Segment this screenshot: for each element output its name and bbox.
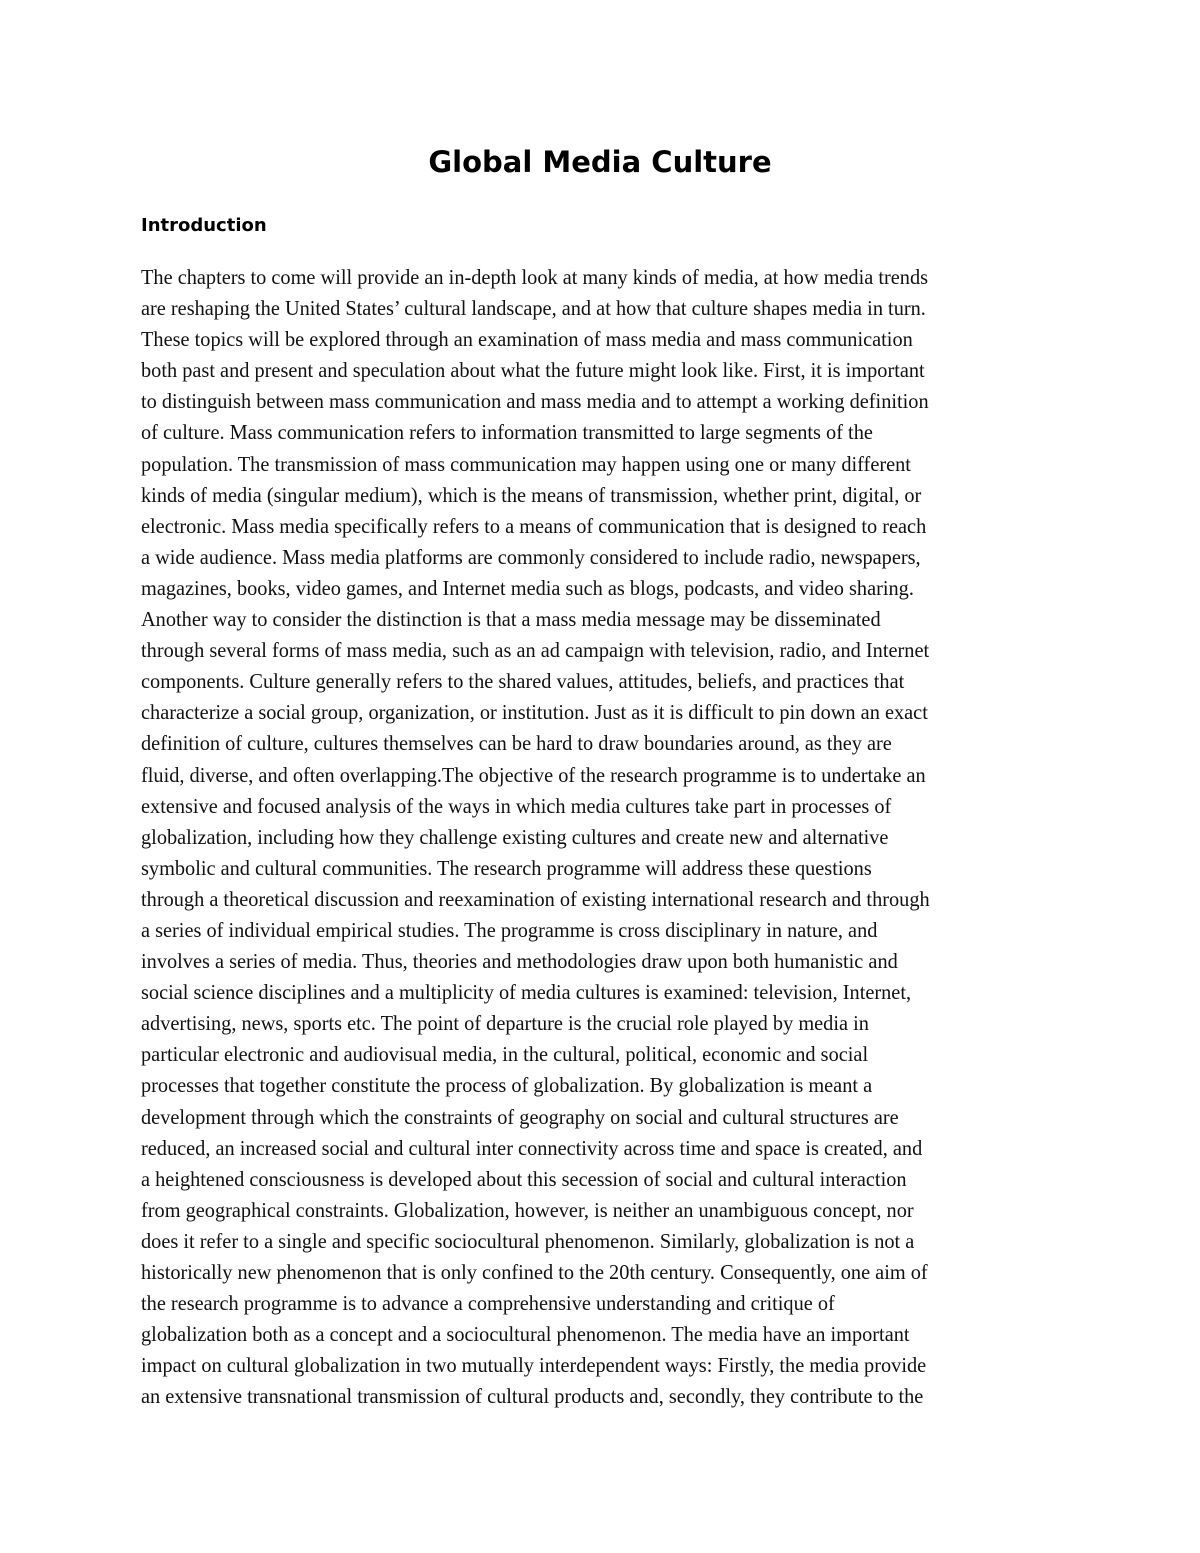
paragraph-line: characterize a social group, organization, or institution. Just as it is difficult to pin down an exact <box>141 700 928 725</box>
paragraph-line: definition of culture, cultures themselves can be hard to draw boundaries around, as they are <box>141 731 892 756</box>
paragraph-line: to distinguish between mass communication and mass media and to attempt a working definition <box>141 389 929 414</box>
paragraph-line: electronic. Mass media specifically refers to a means of communication that is designed to reach <box>141 513 927 538</box>
paragraph-line: fluid, diverse, and often overlapping.The objective of the research programme is to undertake an <box>141 762 926 787</box>
paragraph-line: These topics will be explored through an examination of mass media and mass communication <box>141 327 913 352</box>
paragraph-line: advertising, news, sports etc. The point of departure is the crucial role played by media in <box>141 1011 869 1036</box>
section-heading-introduction: Introduction <box>141 215 267 236</box>
paragraph-line: globalization both as a concept and a sociocultural phenomenon. The media have an important <box>141 1322 910 1347</box>
paragraph-line: impact on cultural globalization in two mutually interdependent ways: Firstly, the media provide <box>141 1353 927 1378</box>
paragraph-line: a heightened consciousness is developed about this secession of social and cultural interaction <box>141 1166 907 1191</box>
paragraph-line: a series of individual empirical studies. The programme is cross disciplinary in nature, and <box>141 917 878 942</box>
paragraph-line: an extensive transnational transmission of cultural products and, secondly, they contribute to the <box>141 1384 924 1409</box>
paragraph-line: magazines, books, video games, and Internet media such as blogs, podcasts, and video sharing. <box>141 575 914 600</box>
paragraph-line: through several forms of mass media, such as an ad campaign with television, radio, and Internet <box>141 638 930 663</box>
paragraph-line: globalization, including how they challenge existing cultures and create new and alternative <box>141 824 889 849</box>
document-title: Global Media Culture <box>428 145 772 179</box>
paragraph-line: processes that together constitute the process of globalization. By globalization is meant a <box>141 1073 873 1098</box>
paragraph-line: Another way to consider the distinction is that a mass media message may be disseminated <box>141 607 881 632</box>
paragraph-line: symbolic and cultural communities. The research programme will address these questions <box>141 855 872 880</box>
paragraph-line: population. The transmission of mass communication may happen using one or many different <box>141 451 911 476</box>
paragraph-line: of culture. Mass communication refers to information transmitted to large segments of the <box>141 420 873 445</box>
paragraph-line: social science disciplines and a multiplicity of media cultures is examined: television, Internet, <box>141 980 912 1005</box>
paragraph-line: particular electronic and audiovisual media, in the cultural, political, economic and social <box>141 1042 869 1067</box>
paragraph-line: reduced, an increased social and cultural inter connectivity across time and space is created, and <box>141 1135 923 1160</box>
paragraph-line: kinds of media (singular medium), which is the means of transmission, whether print, digital, or <box>141 482 922 507</box>
paragraph-line: The chapters to come will provide an in-depth look at many kinds of media, at how media trends <box>141 265 929 289</box>
paragraph-line: involves a series of media. Thus, theories and methodologies draw upon both humanistic and <box>141 949 898 974</box>
paragraph-line: the research programme is to advance a comprehensive understanding and critique of <box>141 1291 835 1316</box>
paragraph-line: are reshaping the United States’ cultural landscape, and at how that culture shapes media in turn. <box>141 296 926 321</box>
paragraph-line: from geographical constraints. Globalization, however, is neither an unambiguous concept, nor <box>141 1197 914 1222</box>
introduction-paragraph <box>141 262 1081 1412</box>
paragraph-line: components. Culture generally refers to the shared values, attitudes, beliefs, and practices that <box>141 669 905 694</box>
paragraph-line: development through which the constraints of geography on social and cultural structures are <box>141 1104 899 1129</box>
paragraph-line: does it refer to a single and specific sociocultural phenomenon. Similarly, globalization is not a <box>141 1228 915 1253</box>
paragraph-line: through a theoretical discussion and reexamination of existing international research and through <box>141 886 930 911</box>
paragraph-line: historically new phenomenon that is only confined to the 20th century. Consequently, one aim of <box>141 1260 928 1284</box>
paragraph-line: extensive and focused analysis of the ways in which media cultures take part in processes of <box>141 793 892 818</box>
paragraph-line: both past and present and speculation about what the future might look like. First, it is important <box>141 358 925 383</box>
paragraph-line: a wide audience. Mass media platforms are commonly considered to include radio, newspapers, <box>141 544 921 569</box>
